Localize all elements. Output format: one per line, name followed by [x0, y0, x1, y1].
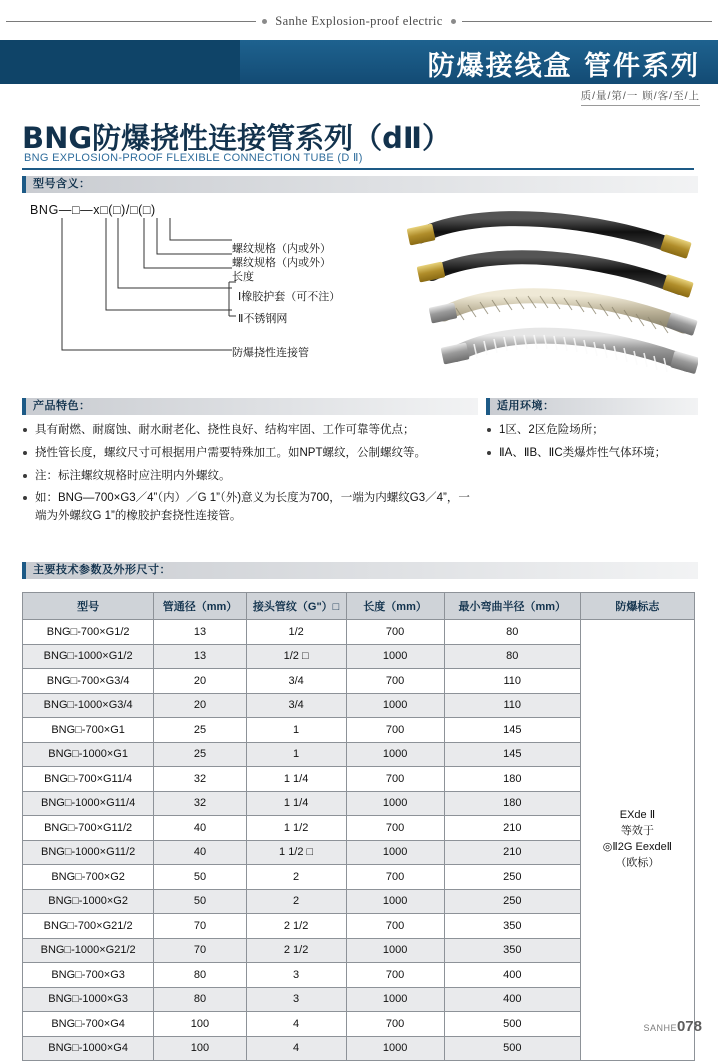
cell-bend: 210 — [444, 816, 580, 841]
header-subcode: 质/量/第/一 顾/客/至/上 — [581, 88, 700, 106]
cell-bend: 500 — [444, 1036, 580, 1061]
cell-length: 1000 — [346, 987, 444, 1012]
feature-text-2: 注：标注螺纹规格时应注明内外螺纹。 — [35, 469, 231, 482]
environment-text-1: ⅡA、ⅡB、ⅡC类爆炸性气体环境； — [499, 446, 667, 459]
model-code: BNG—□—x□(□)/□(□) — [30, 203, 156, 217]
cell-bore: 100 — [154, 1012, 246, 1037]
feature-text-1: 挠性管长度，螺纹尺寸可根据用户需要特殊加工。如NPT螺纹，公制螺纹等。 — [35, 446, 426, 459]
cell-length: 700 — [346, 816, 444, 841]
environment-item — [486, 422, 696, 440]
brand-line — [0, 10, 718, 32]
cell-bend: 250 — [444, 889, 580, 914]
col-model: 型号 — [23, 593, 154, 620]
cell-thread: 1 — [246, 718, 346, 743]
cell-thread: 1 1/2 □ — [246, 840, 346, 865]
ex-mark-line-1: 等效于 — [620, 825, 654, 838]
cell-thread: 3/4 — [246, 693, 346, 718]
rule-right — [462, 21, 712, 22]
cell-length: 1000 — [346, 644, 444, 669]
table-header-row — [23, 593, 695, 620]
footer-brand: SANHE — [643, 1023, 677, 1033]
cell-length: 700 — [346, 620, 444, 645]
cell-bend: 110 — [444, 693, 580, 718]
section-model-meaning-label: 型号含义： — [33, 178, 91, 190]
series-title-en: BNG EXPLOSION-PROOF FLEXIBLE CONNECTION TUBE (D Ⅱ) — [24, 152, 363, 164]
cell-model: BNG□-1000×G1 — [23, 742, 154, 767]
cell-thread: 1/2 □ — [246, 644, 346, 669]
cell-bend: 80 — [444, 620, 580, 645]
cell-bore: 80 — [154, 963, 246, 988]
flexible-conduit-illustration — [400, 196, 698, 376]
cell-thread: 3 — [246, 963, 346, 988]
cell-model: BNG□-1000×G4 — [23, 1036, 154, 1061]
cell-thread: 3/4 — [246, 669, 346, 694]
table-row — [23, 620, 695, 645]
cell-thread: 4 — [246, 1036, 346, 1061]
ex-mark-line-0: EXde Ⅱ — [619, 809, 656, 822]
model-legend-3: Ⅰ橡胶护套（可不注） — [238, 291, 341, 303]
model-legend-2: 长度 — [232, 271, 254, 283]
cell-length: 1000 — [346, 938, 444, 963]
cell-thread: 1 — [246, 742, 346, 767]
cell-length: 700 — [346, 963, 444, 988]
cell-model: BNG□-1000×G3/4 — [23, 693, 154, 718]
cell-model: BNG□-1000×G2 — [23, 889, 154, 914]
rule-left — [6, 21, 256, 22]
cell-thread: 1 1/4 — [246, 767, 346, 792]
cell-model: BNG□-700×G3 — [23, 963, 154, 988]
cell-model: BNG□-1000×G11/4 — [23, 791, 154, 816]
section-applicable-env-label: 适用环境： — [497, 400, 555, 412]
series-underline — [22, 168, 694, 170]
cell-bend: 145 — [444, 742, 580, 767]
product-features-list — [22, 422, 474, 531]
header-bar — [0, 40, 718, 84]
model-leader-lines — [22, 196, 402, 371]
cell-bend: 500 — [444, 1012, 580, 1037]
cell-thread: 2 1/2 — [246, 914, 346, 939]
cell-bend: 110 — [444, 669, 580, 694]
cell-length: 700 — [346, 1012, 444, 1037]
bullet-dot-right — [451, 19, 456, 24]
applicable-environment-list — [486, 422, 696, 468]
cell-bore: 100 — [154, 1036, 246, 1061]
footer-page-number: 078 — [676, 1018, 702, 1035]
cell-bore: 20 — [154, 669, 246, 694]
cell-thread: 1 1/2 — [246, 816, 346, 841]
cell-model: BNG□-700×G1 — [23, 718, 154, 743]
col-ex-mark: 防爆标志 — [580, 593, 694, 620]
col-bore: 管通径（mm） — [154, 593, 246, 620]
cell-bore: 32 — [154, 767, 246, 792]
cell-bore: 70 — [154, 914, 246, 939]
cell-model: BNG□-700×G3/4 — [23, 669, 154, 694]
cell-model: BNG□-1000×G3 — [23, 987, 154, 1012]
cell-bore: 40 — [154, 816, 246, 841]
cell-model: BNG□-700×G11/4 — [23, 767, 154, 792]
environment-text-0: 1区、2区危险场所； — [499, 424, 604, 436]
model-legend-4: Ⅱ不锈钢网 — [238, 313, 288, 325]
cell-thread: 2 — [246, 889, 346, 914]
col-length: 长度（mm） — [346, 593, 444, 620]
cell-length: 1000 — [346, 1036, 444, 1061]
section-model-meaning — [22, 176, 698, 193]
cell-bend: 210 — [444, 840, 580, 865]
cell-bore: 25 — [154, 742, 246, 767]
product-photo — [400, 196, 698, 376]
model-legend-5: 防爆挠性连接管 — [232, 347, 309, 359]
ex-mark-line-3: （欧标） — [615, 856, 660, 869]
cell-bore: 25 — [154, 718, 246, 743]
cell-model: BNG□-700×G1/2 — [23, 620, 154, 645]
cell-bore: 50 — [154, 889, 246, 914]
cell-bend: 180 — [444, 791, 580, 816]
cell-length: 700 — [346, 669, 444, 694]
feature-item — [22, 490, 474, 526]
cell-bore: 40 — [154, 840, 246, 865]
section-product-features — [22, 398, 478, 415]
cell-length: 700 — [346, 767, 444, 792]
cell-bend: 250 — [444, 865, 580, 890]
footer — [643, 1018, 702, 1035]
cell-length: 1000 — [346, 840, 444, 865]
cell-length: 700 — [346, 914, 444, 939]
cell-length: 1000 — [346, 742, 444, 767]
environment-item — [486, 445, 696, 463]
cell-thread: 3 — [246, 987, 346, 1012]
cell-bend: 80 — [444, 644, 580, 669]
cell-bend: 350 — [444, 938, 580, 963]
cell-bend: 145 — [444, 718, 580, 743]
header-title: 防爆接线盒 管件系列 — [427, 51, 700, 82]
cell-bore: 20 — [154, 693, 246, 718]
cell-bend: 400 — [444, 987, 580, 1012]
cell-length: 700 — [346, 865, 444, 890]
header-left-block — [0, 40, 240, 84]
section-applicable-env — [486, 398, 698, 415]
cell-model: BNG□-700×G11/2 — [23, 816, 154, 841]
feature-text-3: 如：BNG—700×G3／4”（内）／G 1”（外)意义为长度为700，一端为内螺纹G3／4”，一端为外螺纹G 1”的橡胶护套挠性连接管。 — [35, 492, 470, 523]
cell-thread: 1/2 — [246, 620, 346, 645]
feature-item — [22, 445, 474, 463]
cell-bore: 13 — [154, 620, 246, 645]
section-tech-params — [22, 562, 698, 579]
cell-model: BNG□-700×G21/2 — [23, 914, 154, 939]
model-legend-1: 螺纹规格（内或外） — [232, 257, 331, 269]
model-legend-0: 螺纹规格（内或外） — [232, 243, 331, 255]
cell-length: 1000 — [346, 791, 444, 816]
spec-table — [22, 592, 695, 1061]
feature-item — [22, 422, 474, 440]
cell-bore: 13 — [154, 644, 246, 669]
cell-model: BNG□-700×G2 — [23, 865, 154, 890]
cell-model: BNG□-1000×G1/2 — [23, 644, 154, 669]
cell-bend: 400 — [444, 963, 580, 988]
cell-thread: 4 — [246, 1012, 346, 1037]
cell-model: BNG□-1000×G21/2 — [23, 938, 154, 963]
cell-length: 1000 — [346, 889, 444, 914]
brand-name: Sanhe Explosion-proof electric — [275, 13, 443, 28]
feature-text-0: 具有耐燃、耐腐蚀、耐水耐老化、挠性良好、结构牢固、工作可靠等优点； — [35, 424, 415, 436]
feature-item — [22, 468, 474, 486]
col-bend-radius: 最小弯曲半径（mm） — [444, 593, 580, 620]
cell-length: 700 — [346, 718, 444, 743]
cell-bore: 70 — [154, 938, 246, 963]
section-product-features-label: 产品特色： — [33, 400, 91, 412]
cell-thread: 2 1/2 — [246, 938, 346, 963]
cell-bore: 50 — [154, 865, 246, 890]
cell-model: BNG□-700×G4 — [23, 1012, 154, 1037]
cell-model: BNG□-1000×G11/2 — [23, 840, 154, 865]
cell-thread: 2 — [246, 865, 346, 890]
ex-mark-line-2: ◎Ⅱ2G EexdeⅡ — [602, 841, 673, 853]
cell-bore: 32 — [154, 791, 246, 816]
cell-ex-mark — [580, 620, 694, 1061]
section-tech-params-label: 主要技术参数及外形尺寸： — [33, 564, 171, 576]
cell-bore: 80 — [154, 987, 246, 1012]
cell-thread: 1 1/4 — [246, 791, 346, 816]
col-thread: 接头管纹（G"）□ — [246, 593, 346, 620]
cell-bend: 180 — [444, 767, 580, 792]
cell-length: 1000 — [346, 693, 444, 718]
series-title-cn: BNG防爆挠性连接管系列（dⅡ） — [22, 121, 452, 155]
cell-bend: 350 — [444, 914, 580, 939]
table-body — [23, 620, 695, 1061]
